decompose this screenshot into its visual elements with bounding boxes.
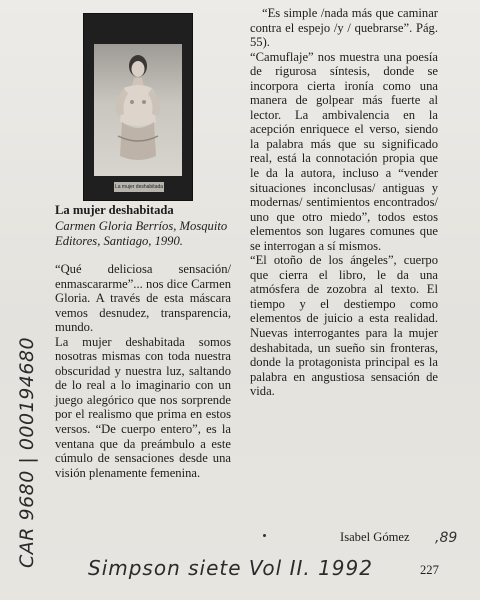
bullet-mark	[263, 534, 266, 537]
handwritten-year: ,89	[435, 530, 458, 546]
left-column	[55, 262, 231, 480]
page-number: 227	[420, 563, 439, 577]
paragraph: “Camuflaje” nos muestra una poesía de rigurosa síntesis, donde se incorpora cierta ironía como una manera de golpear más fuerte al lector. La ambivalencia en la acepción enriquece el verso, siendo la palabra más que su significado real, está la connotación propia que le da la autora, incluso a “vender situaciones inconclusas/ antiguas y modernas/ sentimientos encontrados/ uno que otro miedo”, todos estos elementos son lugares comunes que se interrogan a sí mismos.	[250, 49, 438, 253]
book-title: La mujer deshabitada	[55, 203, 174, 217]
paragraph: “El otoño de los ángeles”, cuerpo que cierra el libro, le da una atmósfera de zozobra al texto. El tiempo y el destiempo como elementos de juicio a esta realidad. Nuevas interrogantes para la mujer deshabitada, un sueño sin fronteras, donde la protagonista principal es la palabra en angustiosa sensación de vida.	[250, 253, 438, 399]
handwritten-source-note: Simpson siete Vol II. 1992	[88, 556, 373, 580]
book-cover-image	[84, 14, 192, 200]
cover-photo	[94, 44, 182, 176]
paragraph: “Es simple /nada más que caminar contra el espejo /y / quebrarse”. Pág. 55).	[250, 6, 438, 50]
cover-title-label: La mujer deshabitada	[114, 184, 164, 190]
paragraph: “Qué deliciosa sensación/ enmascararme”... nos dice Carmen Gloria. A través de esta máscara vemos desnudez, transparencia, mundo.	[55, 262, 231, 335]
author-signature: Isabel Gómez	[340, 530, 410, 544]
woman-figure-illustration	[94, 44, 182, 176]
paragraph: La mujer deshabitada somos nosotras mismas con toda nuestra obscuridad y nuestra luz, saltando de lo real a lo imaginario con un juego alegórico que nos sorprende por el realismo que prima en estos versos. “De cuerpo entero”, es la ventana que da preámbulo a este cúmulo de sensaciones desde una visión plenamente femenina.	[55, 334, 231, 480]
handwritten-margin-note: CAR 9680 | 000194680	[16, 336, 38, 568]
right-column	[250, 6, 438, 399]
book-credit: Carmen Gloria Berríos, Mosquito Editores, Santiago, 1990.	[55, 219, 228, 248]
